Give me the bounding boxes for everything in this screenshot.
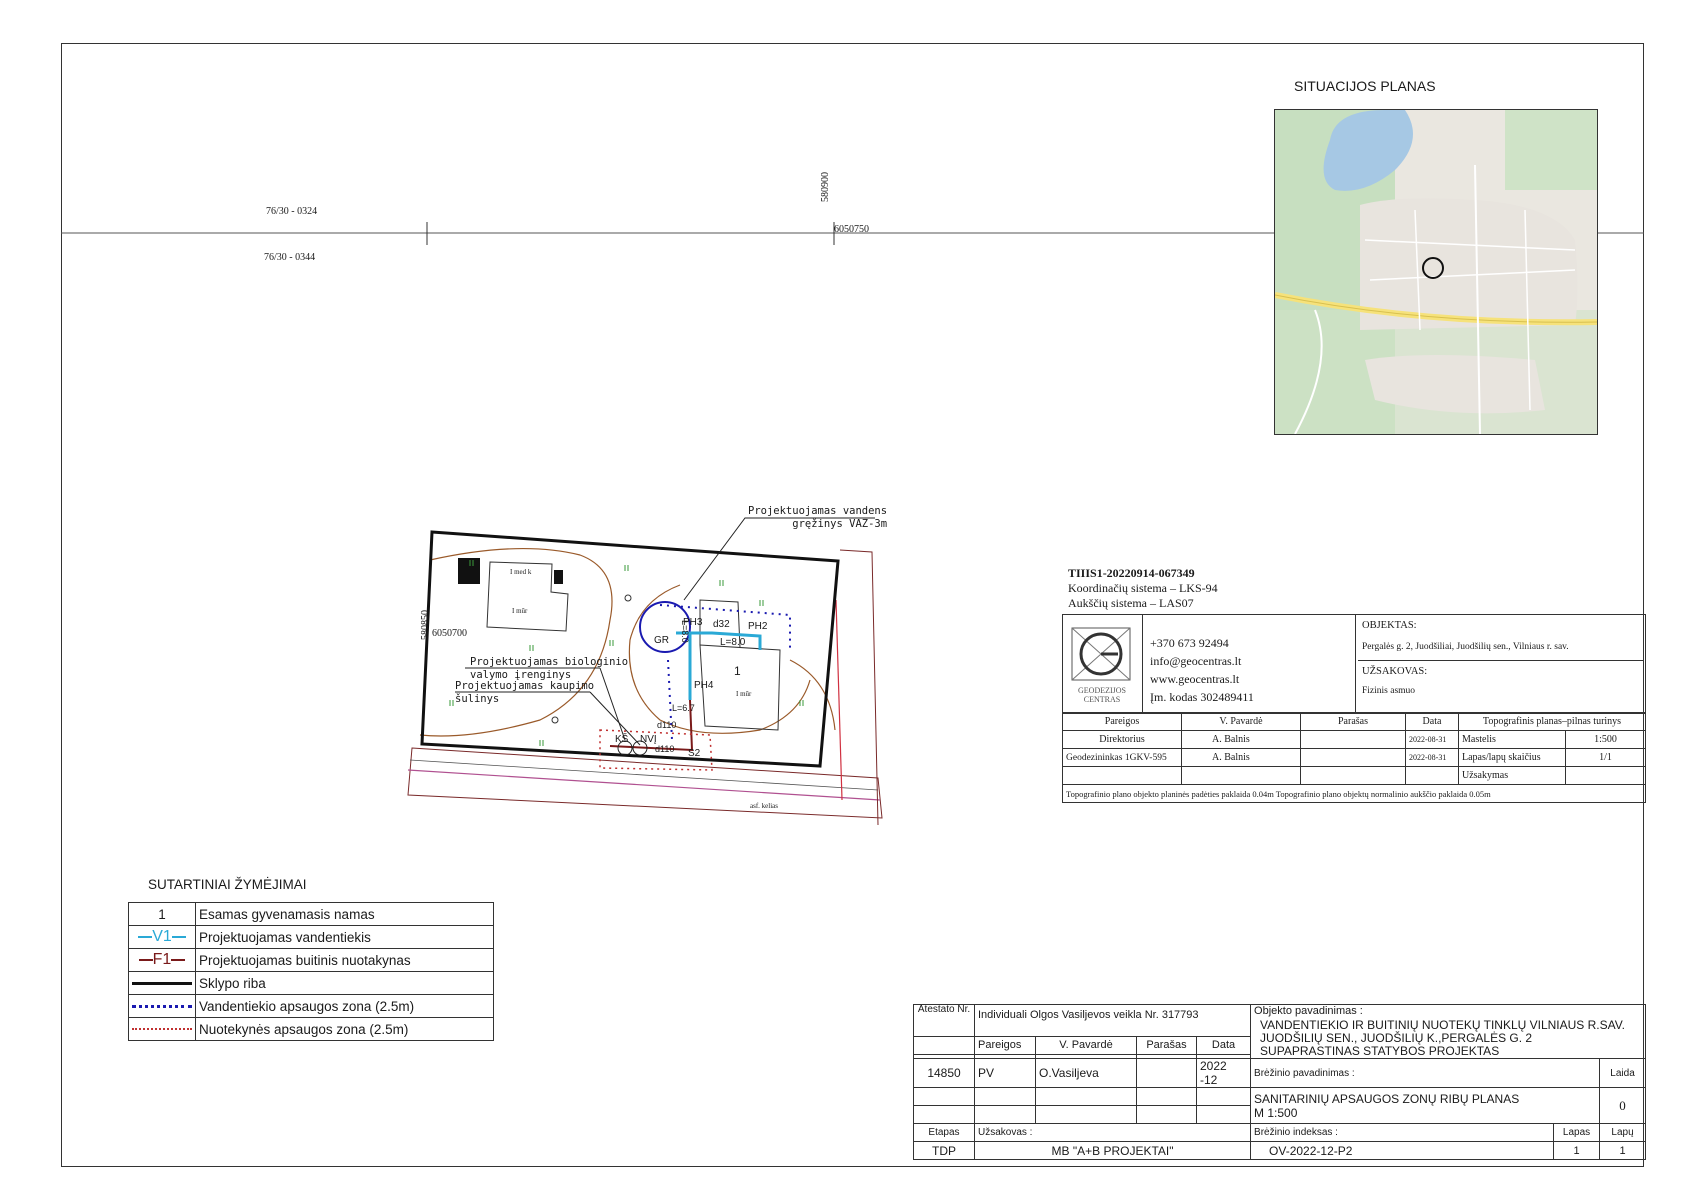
website: www.geocentras.lt [1150,672,1240,686]
building-label: I mūr [512,607,528,615]
coordinate-system: Koordinačių sistema – LKS-94 [1068,581,1218,595]
drawing-name: SANITARINIŲ APSAUGOS ZONŲ RIBŲ PLANAS M 1:500 [1251,1088,1600,1124]
atestato-label: Atestato Nr. [914,1005,975,1037]
situation-plan-title: SITUACIJOS PLANAS [1294,78,1436,94]
object-name: VANDENTIEKIO IR BUITINIŲ NUOTEKŲ TINKLŲ VILNIAUS R.SAV. JUODŠILIŲ SEN., JUODŠILIŲ K.,PERGALĖS G. 2 SUPAPRASTINAS STATYBOS PROJEKTAS [1260,1018,1625,1058]
pipe-label: d110 [657,720,677,730]
pipe-label: d32 [713,619,730,630]
legend-title: SUTARTINIAI ŽYMĖJIMAI [148,877,307,892]
grid-coordinate: 6050700 [432,628,467,639]
client-value: Fizinis asmuo [1362,686,1416,696]
parcel-label: 76/30 - 0324 [266,206,318,217]
grid-coordinate: 580900 [820,172,831,202]
company-name: Individuali Olgos Vasiljevos veikla Nr. 317793 [975,1005,1251,1037]
object-value: Pergalės g. 2, Juodšiliai, Juodšilių sen., Vilniaus r. sav. [1362,642,1569,652]
title-block: Atestato Nr. Individuali Olgos Vasiljevos veikla Nr. 317793 Objekto pavadinimas : VANDENTIEKIO IR BUITINIŲ NUOTEKŲ TINKLŲ VILNIAUS R.SAV. JUODŠILIŲ SEN., JUODŠILIŲ K.,PERGALĖS G. 2 SUPAPRASTINAS STATYBOS PROJEKTAS Pareigos V. Pavardė Parašas Data 14850 PV O.Vasiljeva 2022 -12 Brėžinio pavadinimas : Laida SANITARINIŲ APSAUGOS ZONŲ RIBŲ PLANAS M 1:500 0 Etapas Užsakovas : Brėžinio indeksas : Lapas Lapų TDP MB "A+B PROJEKTAI" OV-2022-12-P2 1 1 [913,1004,1646,1160]
survey-titleblock [1062,614,1646,802]
pipe-label: NVĮ [640,734,657,745]
situation-map [1274,109,1598,435]
pipe-label: d110 [655,744,675,754]
water-pipe-symbol: V1 [129,926,196,949]
situation-map-drawing [1275,110,1597,434]
pipe-label: PH4 [694,680,714,691]
building-label: I mūr [736,690,752,698]
pipe-label: GR [654,635,669,646]
legend-row: Vandentiekio apsaugos zona (2.5m) [129,995,494,1018]
contact-info [1144,614,1356,712]
sewer-symbol: F1 [129,949,196,972]
pipe-label: PH3 [683,617,703,628]
road-label: asf. kelias [750,802,778,810]
survey-info [1068,566,1218,611]
sewer-zone-symbol [129,1018,196,1041]
object-name-cell: Objekto pavadinimas : VANDENTIEKIO IR BUITINIŲ NUOTEKŲ TINKLŲ VILNIAUS R.SAV. JUODŠILIŲ SEN., JUODŠILIŲ K.,PERGALĖS G. 2 SUPAPRASTINAS STATYBOS PROJEKTAS [1251,1005,1646,1059]
legend-row: 1 Esamas gyvenamasis namas [129,903,494,926]
email: info@geocentras.lt [1150,654,1242,668]
pipe-label: L=6.7 [672,703,695,713]
pipe-label: L=8.0 [680,620,690,643]
height-system: Aukščių sistema – LAS07 [1068,596,1194,610]
company-code: Įm. kodas 302489411 [1150,690,1254,704]
pipe-label: PH2 [748,621,768,632]
legend-row: Sklypo riba [129,972,494,995]
pipe-label: KŠ [615,734,629,745]
legend-row: F1 Projektuojamas buitinis nuotakynas [129,949,494,972]
well-label: Projektuojamas vandens gręžinys VAZ-3m [748,505,888,530]
boundary-symbol [129,972,196,995]
geocentras-logo [1062,614,1143,712]
pipe-label: S2 [688,748,701,759]
house-number: 1 [734,664,741,678]
accuracy-note: Topografinio plano objekto planinės padėties paklaida 0.04m Topografinio plano objektų normalinio aukščio paklaida 0.05m [1063,785,1646,803]
legend-table [128,902,494,1041]
grid-coordinate: 6050750 [834,224,869,235]
pipe-label: L=8.0 [720,637,746,648]
survey-signature-table: Pareigos V. Pavardė Parašas Data Topografinis planas–pilnas turinys Direktorius A. Balnis 2022-08-31 Mastelis 1:500 Geodezininkas 1GKV-595 A. Balnis 2022-08-31 Lapas/lapų skaičius 1/1 Užsakymas Topografinio plano objekto planinės padėties paklaida 0.04m Topografinio plano objektų normalinio aukščio paklaida 0.05m [1062,712,1646,803]
bio-treatment-label: Projektuojamas biologinio valymo įrenginys [470,656,629,681]
phone: +370 673 92494 [1150,636,1229,650]
logo-text: GEODEZIJOS CENTRAS [1078,686,1126,704]
grid-coordinate: 580850 [420,610,431,640]
object-info: OBJEKTAS: Pergalės g. 2, Juodšiliai, Juodšilių sen., Vilniaus r. sav. UŽSAKOVAS: Fizinis asmuo [1358,614,1644,712]
water-zone-symbol [129,995,196,1018]
legend-row: Nuotekynės apsaugos zona (2.5m) [129,1018,494,1041]
accumulation-well-label: Projektuojamas kaupimo šulinys [455,680,595,705]
parcel-label: 76/30 - 0344 [264,252,316,263]
legend-row: V1 Projektuojamas vandentiekis [129,926,494,949]
building-label: I med k [510,568,532,576]
survey-code: TIIIS1-20220914-067349 [1068,566,1195,580]
